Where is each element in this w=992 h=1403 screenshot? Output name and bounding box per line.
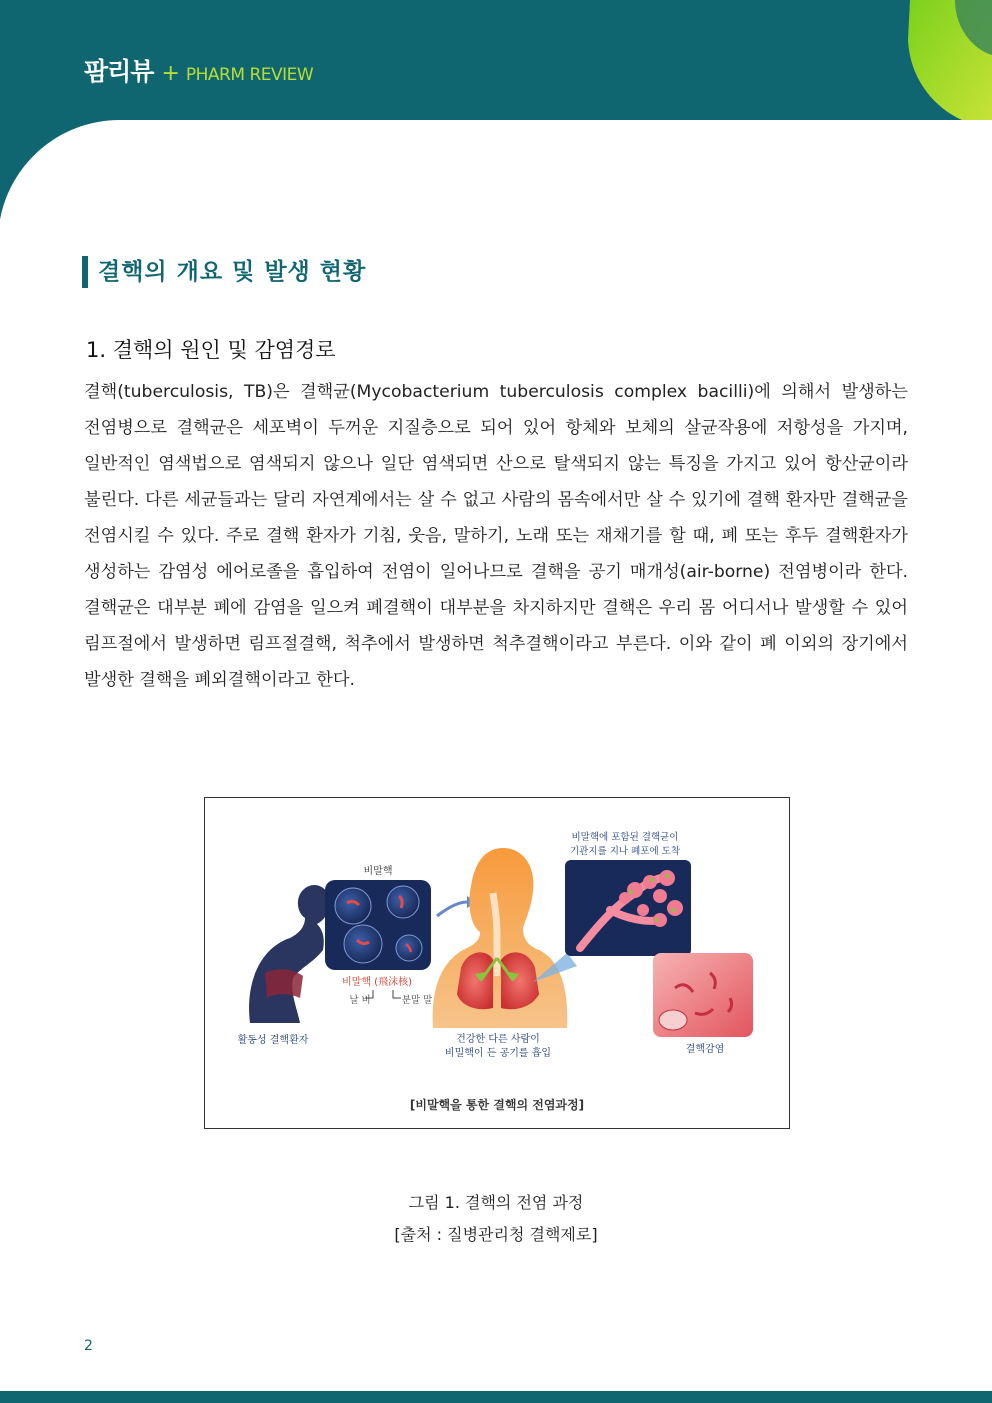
figure-illustration [205, 798, 789, 1128]
droplet-nuclei-panel [325, 880, 431, 970]
section-title: 결핵의 개요 및 발생 현황 [82, 256, 366, 288]
figure-source: [출처 : 질병관리청 결핵제로] [394, 1225, 598, 1244]
infection-label: 결핵감염 [685, 1044, 725, 1055]
transmission-arrow [437, 902, 467, 916]
healthy-label-line-1: 건강한 다른 사람이 [456, 1034, 540, 1045]
header-banner [0, 0, 992, 230]
infection-panel [653, 953, 753, 1037]
brand-plus: + [161, 61, 180, 86]
patient-label: 활동성 결핵환자 [237, 1035, 309, 1046]
page-number: 2 [84, 1338, 93, 1354]
brand-logo [84, 52, 313, 88]
arrive-label-line-1: 비말핵에 포함된 결핵균이 [571, 832, 679, 843]
figure-caption: 그림 1. 결핵의 전염 과정 [408, 1193, 584, 1212]
brand-korean: 팜리뷰 [84, 57, 154, 86]
healthy-label-line-2: 비밀핵이 든 공기를 흡입 [444, 1048, 552, 1059]
transmission-figure [204, 797, 790, 1129]
bronchi-panel [565, 860, 691, 956]
body-paragraph: 결핵(tuberculosis, TB)은 결핵균(Mycobacterium tuberculosis complex bacilli)에 의해서 발생하는 전염병으로 결핵균은 세포벽이 두꺼운 지질층으로 되어 있어 항체와 보체의 살균작용에 저항성을 가지며, 일반적인 염색법으로 염색되지 않으나 일단 염색되면 산으로 탈색되지 않는 특징을 가지고 있어 항산균이라 불린다. 다른 세균들과는 달리 자연계에서는 살 수 없고 사람의 몸속에서만 살 수 있기에 결핵 환자만 결핵균을 전염시킬 수 있다. 주로 결핵 환자가 기침, 웃음, 말하기, 노래 또는 재채기를 할 때, 폐 또는 후두 결핵환자가 생성하는 감염성 에어로졸을 흡입하여 전염이 일어나므로 결핵을 공기 매개성(air-borne) 전염병이라 한다. 결핵균은 대부분 폐에 감염을 일으켜 폐결핵이 대부분을 차지하지만 결핵은 우리 몸 어디서나 발생할 수 있어 림프절에서 발생하면 림프절결핵, 척추에서 발생하면 척추결핵이라고 부른다. 이와 같이 폐 이외의 장기에서 발생한 결핵을 폐외결핵이라고 한다. [84, 382, 908, 690]
fly-label: 날 비 [349, 995, 371, 1006]
droplet-kanji-label: 비말핵 (飛沫核) [342, 977, 412, 988]
arrive-label-line-2: 기관지를 지나 폐포에 도착 [569, 846, 681, 857]
powder-label: 분말 말 [401, 995, 433, 1006]
healthy-person-illustration [433, 848, 568, 1028]
footer-bar [0, 1391, 992, 1403]
subsection-title: 1. 결핵의 원인 및 감염경로 [86, 338, 336, 362]
droplet-label: 비말핵 [363, 866, 393, 877]
brand-english: PHARM REVIEW [185, 65, 314, 85]
figure-inner-title: [비말핵을 통한 결핵의 전염과정] [409, 1098, 585, 1112]
